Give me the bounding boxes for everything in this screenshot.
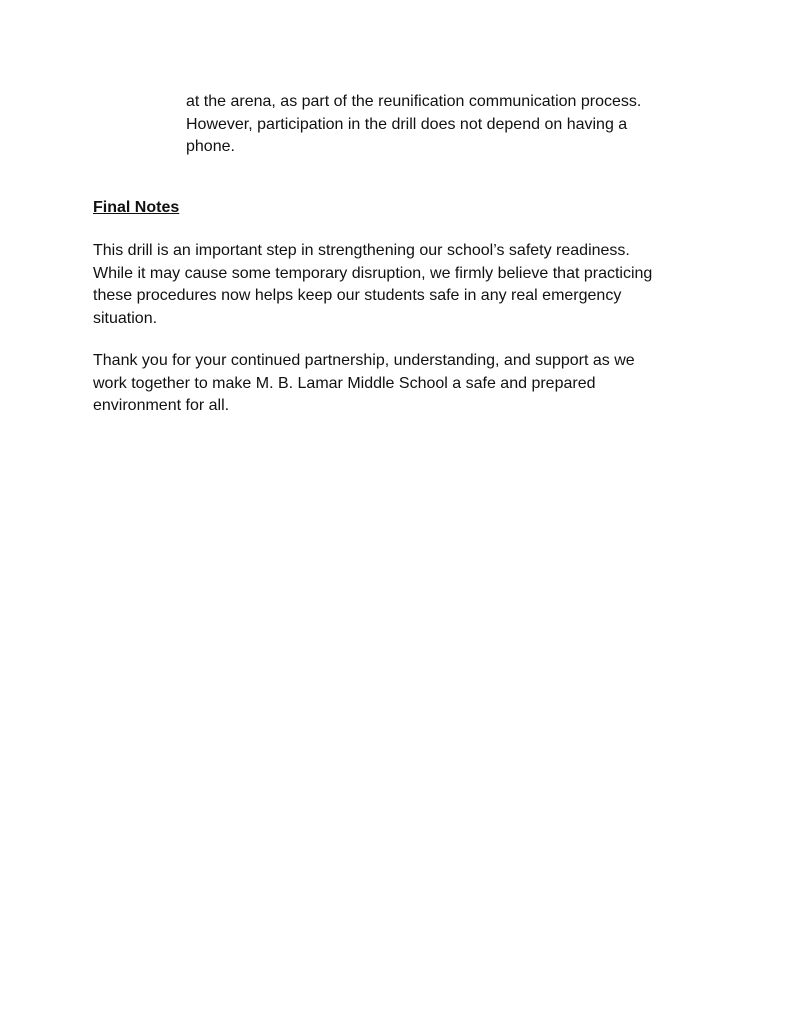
text-line: situation. bbox=[93, 309, 158, 327]
text-line: at the arena, as part of the reunification communication process. bbox=[186, 93, 642, 110]
text-line: Thank you for your continued partnership, understanding, and support as we bbox=[93, 352, 635, 369]
text-line: these procedures now helps keep our students safe in any real emergency bbox=[93, 287, 622, 304]
section-heading-final-notes: Final Notes bbox=[93, 199, 180, 216]
paragraph-thank-you bbox=[93, 350, 733, 418]
text-line: phone. bbox=[186, 138, 235, 155]
text-line: work together to make M. B. Lamar Middle School a safe and prepared bbox=[93, 374, 596, 392]
text-line: environment for all. bbox=[93, 397, 230, 414]
paragraph-safety-readiness bbox=[93, 240, 733, 330]
continued-list-item-text bbox=[186, 91, 706, 159]
text-line: However, participation in the drill does not depend on having a bbox=[186, 115, 628, 133]
text-line: This drill is an important step in strengthening our school’s safety readiness. bbox=[93, 242, 630, 259]
text-line: While it may cause some temporary disruption, we firmly believe that practicing bbox=[93, 264, 653, 282]
